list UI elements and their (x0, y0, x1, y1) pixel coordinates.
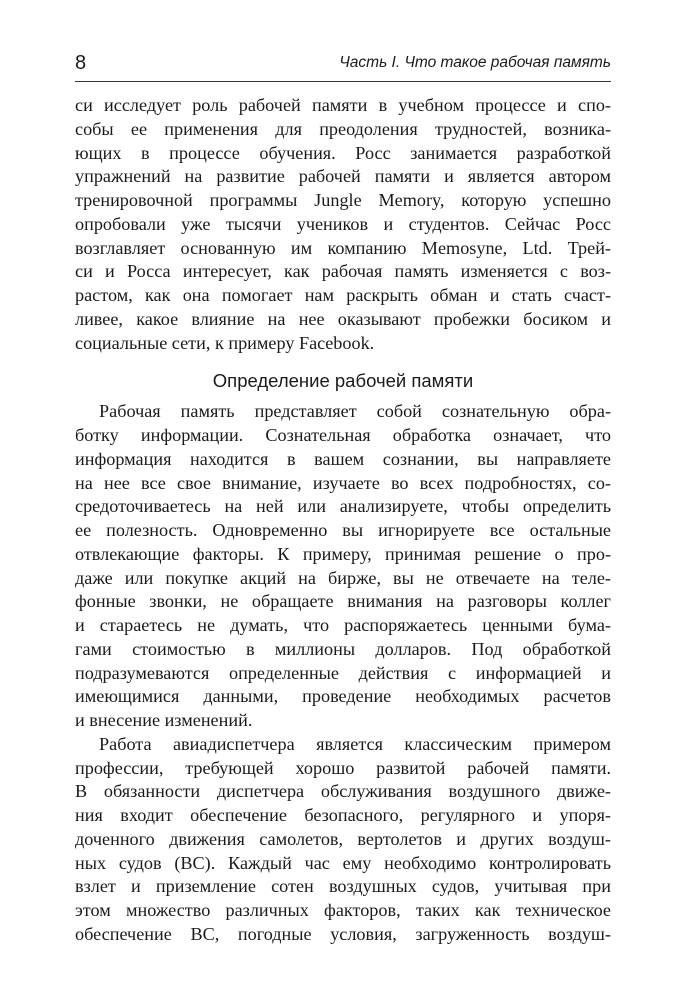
text-line: ния входит обеспечение безопасного, регулярного и упоря- (75, 805, 611, 825)
text-line: си исследует роль рабочей памяти в учебном процессе и спо- (75, 95, 611, 115)
text-line: средоточиваетесь на ней или анализируете, чтобы определить (75, 496, 611, 517)
text-line: тренировочной программы Jungle Memory, которую успешно (75, 190, 611, 210)
text-line: профессии, требующей хорошо развитой рабочей памяти. (75, 757, 611, 778)
text-line: фонные звонки, не обращаете внимания на разговоры коллег (75, 591, 611, 612)
text-line: собы ее применения для преодоления трудностей, возника- (75, 118, 611, 139)
running-head: Часть I. Что такое рабочая память (339, 54, 611, 71)
text-line: Рабочая память представляет собой сознательную обра- (99, 401, 611, 422)
text-line: взлет и приземление сотен воздушных судов, учитывая при (75, 876, 611, 897)
paragraph-3 (75, 733, 611, 947)
text-line: ботку информации. Сознательная обработка означает, что (75, 425, 611, 445)
text-line: растом, как она помогает нам раскрыть обман и стать счаст- (75, 285, 611, 305)
paragraph-1 (75, 94, 611, 355)
text-line: и внесение изменений. (75, 710, 253, 730)
text-line: обеспечение ВС, погодные условия, загруженность воздуш- (75, 923, 611, 944)
text-line: ливее, какое влияние на нее оказывают пробежки босиком и (75, 308, 611, 329)
text-line: возглавляет основанную им компанию Memosyne, Ltd. Трей- (75, 237, 611, 258)
text-line: В обязанности диспетчера обслуживания воздушного движе- (75, 781, 611, 802)
text-line: ее полезность. Одновременно вы игнорируете все остальные (75, 520, 611, 540)
text-line: информация находится в вашем сознании, вы направляете (75, 448, 611, 469)
text-line: и стараетесь не думать, что распоряжаетесь ценными бума- (75, 615, 611, 635)
text-line: даже или покупке акций на бирже, вы не отвечаете на теле- (75, 567, 611, 588)
text-line: опробовали уже тысячи учеников и студентов. Сейчас Росс (75, 213, 611, 234)
text-line: Работа авиадиспетчера является классическим примером (99, 733, 611, 754)
text-line: ющих в процессе обучения. Росс занимается разработкой (75, 142, 611, 163)
page-number: 8 (75, 52, 87, 74)
text-line: си и Росса интересует, как рабочая память изменяется с воз- (75, 261, 611, 282)
page-header (75, 52, 611, 78)
text-line: подразумеваются определенные действия с информацией и (75, 662, 611, 683)
section-heading: Определение рабочей памяти (212, 370, 474, 392)
text-line: ных судов (ВС). Каждый час ему необходимо контролировать (75, 852, 611, 873)
text-line: отвлекающие факторы. К примеру, принимая решение о про- (75, 543, 611, 564)
text-line: гами стоимостью в миллионы долларов. Под обработкой (75, 638, 611, 659)
text-line: имеющимися данными, проведение необходимых расчетов (75, 686, 611, 707)
text-line: социальные сети, к примеру Facebook. (75, 332, 375, 353)
text-line: этом множество различных факторов, таких как техническое (75, 900, 611, 920)
paragraph-2 (75, 400, 611, 733)
text-line: доченного движения самолетов, вертолетов и других воздуш- (75, 828, 611, 849)
page-body (75, 94, 611, 947)
text-line: на нее все свое внимание, изучаете во всех подробностях, со- (75, 472, 611, 493)
header-rule (75, 81, 611, 82)
text-line: упражнений на развитие рабочей памяти и является автором (75, 166, 611, 187)
